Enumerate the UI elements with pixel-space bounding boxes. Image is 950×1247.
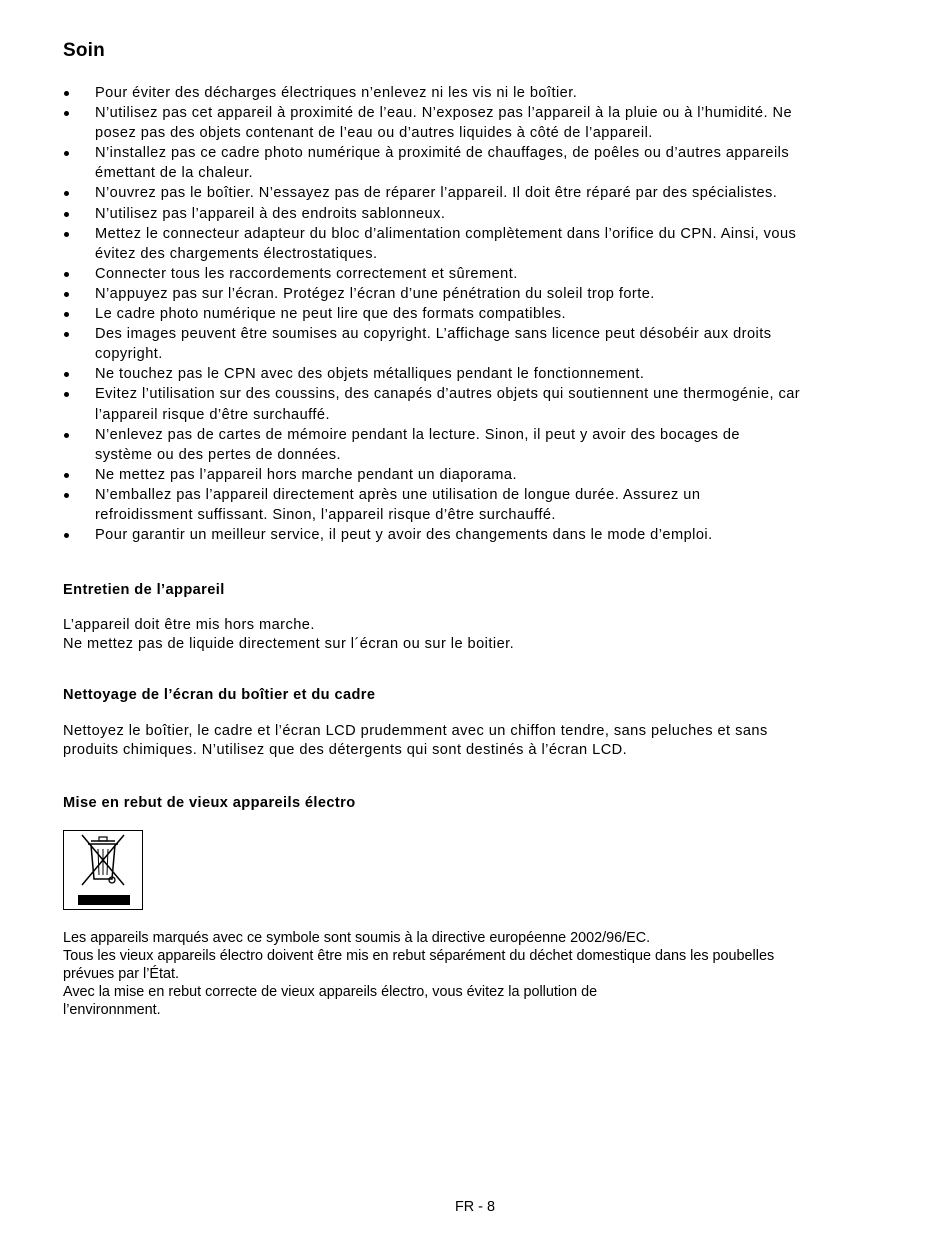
list-item: N’utilisez pas l’appareil à des endroits sablonneux. <box>63 204 878 224</box>
page-number: FR - 8 <box>455 1199 495 1215</box>
list-item: Evitez l’utilisation sur des coussins, des canapés d’autres objets qui soutiennent une thermogénie, car l’appareil risque d’être surchauffé. <box>63 384 878 424</box>
bullet-icon <box>64 312 69 317</box>
care-title: Soin <box>63 40 105 61</box>
list-item: N’emballez pas l’appareil directement après une utilisation de longue durée. Assurez un refroidissment suffissant. Sinon, l’appareil risque d’être surchauffé. <box>63 485 878 525</box>
disposal-heading: Mise en rebut de vieux appareils électro <box>63 795 356 812</box>
bullet-icon <box>64 533 69 538</box>
list-item: Connecter tous les raccordements correctement et sûrement. <box>63 264 878 284</box>
bullet-icon <box>64 372 69 377</box>
disposal-text: Les appareils marqués avec ce symbole sont soumis à la directive européenne 2002/96/EC. Tous les vieux appareils électro doivent être mis en rebut séparément du déchet domestique dans les poubelles prévues par l’État. Avec la mise en rebut correcte de vieux appareils électro, vous évitez la pollution de l’environnment. <box>63 930 775 1019</box>
list-item: Des images peuvent être soumises au copyright. L’affichage sans licence peut désobéir aux droits copyright. <box>63 324 878 364</box>
weee-crossed-bin-icon <box>63 830 143 910</box>
bullet-icon <box>64 392 69 397</box>
list-item: N’enlevez pas de cartes de mémoire pendant la lecture. Sinon, il peut y avoir des bocages de système ou des pertes de données. <box>63 425 878 465</box>
bullet-icon <box>64 292 69 297</box>
list-item: Ne mettez pas l’appareil hors marche pendant un diaporama. <box>63 465 878 485</box>
list-item: N’appuyez pas sur l’écran. Protégez l’écran d’une pénétration du soleil trop forte. <box>63 284 878 304</box>
list-item: Ne touchez pas le CPN avec des objets métalliques pendant le fonctionnement. <box>63 364 878 384</box>
bullet-icon <box>64 111 69 116</box>
list-item: Pour éviter des décharges électriques n’enlevez ni les vis ni le boîtier. <box>63 83 878 103</box>
bullet-icon <box>64 151 69 156</box>
list-item: N’ouvrez pas le boîtier. N’essayez pas de réparer l’appareil. Il doit être réparé par des spécialistes. <box>63 183 878 203</box>
bullet-icon <box>64 232 69 237</box>
bullet-icon <box>64 433 69 438</box>
cleaning-heading: Nettoyage de l’écran du boîtier et du cadre <box>63 687 376 704</box>
bullet-icon <box>64 332 69 337</box>
bullet-icon <box>64 191 69 196</box>
bullet-icon <box>64 493 69 498</box>
weee-bin-graphic <box>64 831 142 909</box>
list-item: Le cadre photo numérique ne peut lire que des formats compatibles. <box>63 304 878 324</box>
list-item: Pour garantir un meilleur service, il peut y avoir des changements dans le mode d’emploi. <box>63 525 878 545</box>
bullet-icon <box>64 91 69 96</box>
document-page <box>63 38 878 1019</box>
list-item: N’utilisez pas cet appareil à proximité de l’eau. N’exposez pas l’appareil à la pluie ou à l’humidité. Ne posez pas des objets contenant de l’eau ou d’autres liquides à côté de l’appareil. <box>63 103 878 143</box>
list-item: N’installez pas ce cadre photo numérique à proximité de chauffages, de poêles ou d’autres appareils émettant de la chaleur. <box>63 143 878 183</box>
bullet-icon <box>64 272 69 277</box>
list-item: Mettez le connecteur adapteur du bloc d’alimentation complètement dans l’orifice du CPN. Ainsi, vous évitez des chargements électrostatiques. <box>63 224 878 264</box>
care-bullet-list <box>63 83 878 545</box>
bullet-icon <box>64 473 69 478</box>
cleaning-text: Nettoyez le boîtier, le cadre et l’écran LCD prudemment avec un chiffon tendre, sans peluches et sans produits chimiques. N’utilisez que des détergents qui sont destinés à l’écran LCD. <box>63 723 768 758</box>
maintenance-heading: Entretien de l’appareil <box>63 582 225 599</box>
bullet-icon <box>64 212 69 217</box>
maintenance-text: L’appareil doit être mis hors marche. Ne mettez pas de liquide directement sur l´écran ou sur le boitier. <box>63 617 515 652</box>
